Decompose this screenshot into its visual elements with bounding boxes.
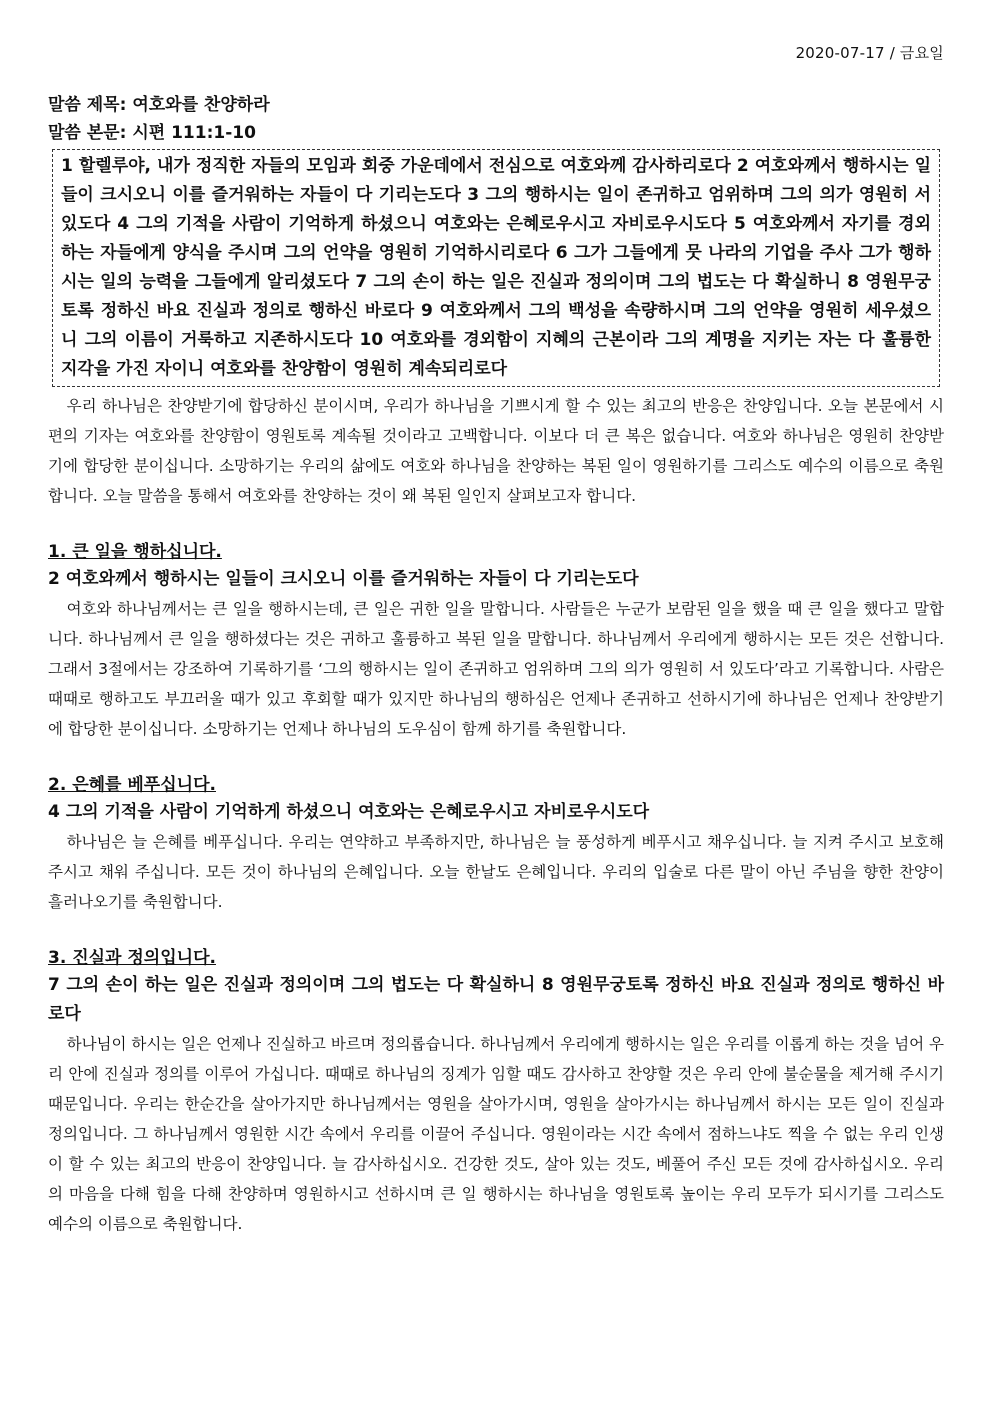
section-verse: 2 여호와께서 행하시는 일들이 크시오니 이를 즐거워하는 자들이 다 기리는도다 [48, 569, 639, 589]
section-heading: 3. 진실과 정의입니다. [48, 948, 216, 968]
section-heading: 1. 큰 일을 행하십니다. [48, 542, 222, 562]
section-verse: 7 그의 손이 하는 일은 진실과 정의이며 그의 법도는 다 확실하니 8 영원무궁토록 정하신 바요 진실과 정의로 행하신 바로다 [48, 975, 944, 1024]
sermon-title: 말씀 제목: 여호와를 찬양하라 [48, 95, 270, 115]
section-heading: 2. 은혜를 베푸십니다. [48, 775, 216, 795]
document-page [48, 42, 944, 1239]
section-verse: 4 그의 기적을 사람이 기억하게 하셨으니 여호와는 은혜로우시고 자비로우시도다 [48, 802, 650, 822]
scripture-passage-box [52, 149, 940, 387]
section-body: 하나님은 늘 은혜를 베푸십니다. 우리는 연약하고 부족하지만, 하나님은 늘 풍성하게 베푸시고 채우십니다. 늘 지켜 주시고 보호해 주시고 채워 주십니다. 모든 것이 하나님의 은혜입니다. 오늘 한날도 은혜입니다. 우리의 입술로 다른 말이 아닌 주님을 향한 찬양이 흘러나오기를 축원합니다. [48, 833, 944, 911]
section-2 [48, 772, 944, 917]
scripture-passage: 1 할렐루야, 내가 정직한 자들의 모임과 회중 가운데에서 전심으로 여호와께 감사하리로다 2 여호와께서 행하시는 일들이 크시오니 이를 즐거워하는 자들이 다 기리는도다 3 그의 행하시는 일이 존귀하고 엄위하며 그의 의가 영원히 서 있도다 4 그의 기적을 사람이 기억하게 하셨으니 여호와는 은혜로우시고 자비로우시도다 5 여호와께서 자기를 경외하는 자들에게 양식을 주시며 그의 언약을 영원히 기억하시리로다 6 그가 그들에게 뭇 나라의 기업을 주사 그가 행하시는 일의 능력을 그들에게 알리셨도다 7 그의 손이 하는 일은 진실과 정의이며 그의 법도는 다 확실하니 8 영원무궁토록 정하신 바요 진실과 정의로 행하신 바로다 9 여호와께서 그의 백성을 속량하시며 그의 언약을 영원히 세우셨으니 그의 이름이 거룩하고 지존하시도다 10 여호와를 경외함이 지혜의 근본이라 그의 계명을 지키는 자는 다 훌륭한 지각을 가진 자이니 여호와를 찬양함이 영원히 계속되리로다 [61, 156, 931, 379]
intro-paragraph-container [48, 391, 944, 511]
section-body: 하나님이 하시는 일은 언제나 진실하고 바르며 정의롭습니다. 하나님께서 우리에게 행하시는 일은 우리를 이롭게 하는 것을 넘어 우리 안에 진실과 정의를 이루어 가십니다. 때때로 하나님의 징계가 임할 때도 감사하고 찬양할 것은 우리 안에 불순물을 제거해 주시기 때문입니다. 우리는 한순간을 살아가지만 하나님께서는 영원을 살아가시며, 영원을 살아가시는 하나님께서 하시는 모든 일이 진실과 정의입니다. 그 하나님께서 영원한 시간 속에서 우리를 이끌어 주십니다. 영원이라는 시간 속에서 점하느냐도 찍을 수 없는 우리 인생이 할 수 있는 최고의 반응이 찬양입니다. 늘 감사하십시오. 건강한 것도, 살아 있는 것도, 베풀어 주신 모든 것에 감사하십시오. 우리의 마음을 다해 힘을 다해 찬양하며 영원하시고 선하시며 큰 일 행하시는 하나님을 영원토록 높이는 우리 모두가 되시기를 그리스도 예수의 이름으로 축원합니다. [48, 1035, 944, 1233]
intro-paragraph: 우리 하나님은 찬양받기에 합당하신 분이시며, 우리가 하나님을 기쁘시게 할 수 있는 최고의 반응은 찬양입니다. 오늘 본문에서 시편의 기자는 여호와를 찬양함이 영원토록 계속될 것이라고 고백합니다. 이보다 더 큰 복은 없습니다. 여호와 하나님은 영원히 찬양받기에 합당한 분이십니다. 소망하기는 우리의 삶에도 여호와 하나님을 찬양하는 복된 일이 영원하기를 그리스도 예수의 이름으로 축원합니다. 오늘 말씀을 통해서 여호와를 찬양하는 것이 왜 복된 일인지 살펴보고자 합니다. [48, 397, 944, 505]
section-body: 여호와 하나님께서는 큰 일을 행하시는데, 큰 일은 귀한 일을 말합니다. 사람들은 누군가 보람된 일을 했을 때 큰 일을 했다고 말합니다. 하나님께서 큰 일을 행하셨다는 것은 귀하고 훌륭하고 복된 일을 말합니다. 하나님께서 우리에게 행하시는 모든 것은 선합니다. 그래서 3절에서는 강조하여 기록하기를 ‘그의 행하시는 일이 존귀하고 엄위하며 그의 의가 영원히 서 있도다’라고 기록합니다. 사람은 때때로 행하고도 부끄러울 때가 있고 후회할 때가 있지만 하나님의 행하심은 언제나 존귀하고 선하시기에 하나님은 언제나 찬양받기에 합당한 분이십니다. 소망하기는 언제나 하나님의 도우심이 함께 하기를 축원합니다. [48, 600, 944, 738]
document-date: 2020-07-17 / 금요일 [795, 44, 944, 62]
section-1 [48, 539, 944, 744]
sermon-text-reference: 말씀 본문: 시편 111:1-10 [48, 123, 256, 143]
section-3 [48, 945, 944, 1239]
